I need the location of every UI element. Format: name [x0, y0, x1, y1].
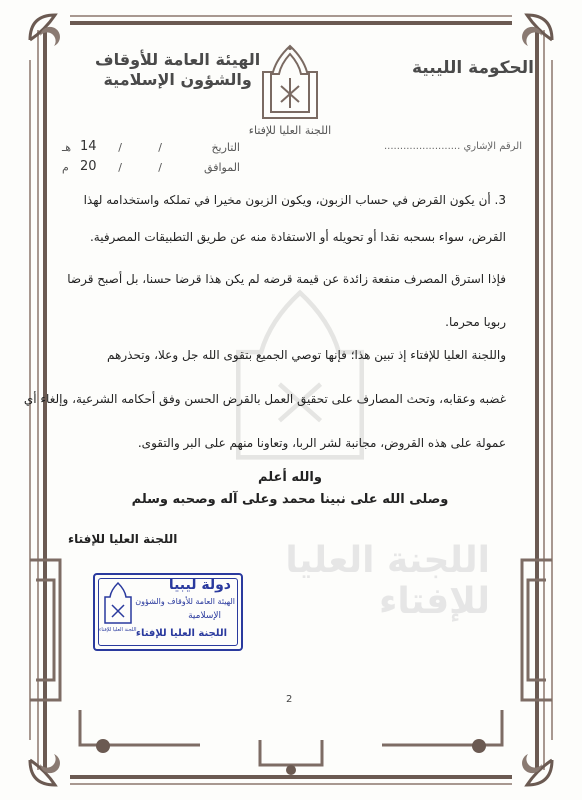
page-number: 2 [286, 694, 293, 705]
body-line: غضبه وعقابه، وتحث المصارف على تحقيق العمل بالقرض الحسن وفق أحكامه الشرعية، وإلغاء أي [23, 392, 506, 406]
body-line: عمولة على هذه القروض، مجانبة لشر الربا، وتعاونا منهم على البر والتقوى. [137, 436, 506, 450]
stamp-line-1: دولة ليبيا [168, 577, 231, 593]
gregorian-suffix: م [62, 161, 69, 174]
hijri-suffix: هـ [62, 141, 72, 154]
date-separator: / [158, 161, 162, 174]
closing-phrase: والله أعلم [258, 470, 322, 485]
body-line: 3. أن يكون القرض في حساب الزبون، ويكون الزبون مخيرا في تملكه واستخدامه لهذا [83, 193, 506, 207]
emblem-caption: اللجنة العليا للإفتاء [248, 124, 332, 137]
stamp-caption: اللجنة العليا للإفتاء [99, 627, 137, 633]
authority-line-2: والشؤون الإسلامية [103, 70, 252, 89]
corresponding-label: الموافق [204, 161, 240, 174]
gregorian-day: 20 [80, 159, 97, 174]
watermark-text: اللجنة العليا للإفتاء [285, 540, 490, 622]
government-title: الحكومة الليبية [411, 58, 534, 78]
date-separator: / [118, 161, 122, 174]
authority-title [95, 50, 260, 90]
date-separator: / [158, 141, 162, 154]
stamp-line-2: الهيئة العامة للأوقاف والشؤون [135, 597, 235, 606]
hijri-day: 14 [80, 139, 97, 154]
blessing-phrase: وصلى الله على نبينا محمد وعلى آله وصحبه وسلم [131, 492, 449, 507]
stamp-line-3: الإسلامية [188, 611, 221, 621]
body-line: القرض، سواء بسحبه نقدا أو تحويله أو الاستفادة منه عن طريق التطبيقات المصرفية. [89, 230, 506, 244]
authority-line-1: الهيئة العامة للأوقاف [95, 50, 261, 69]
date-separator: / [118, 141, 122, 154]
stamp-line-4: اللجنة العليا للإفتاء [135, 628, 227, 639]
reference-number: الرقم الإشاري ........................ [384, 141, 522, 152]
official-stamp [93, 573, 243, 651]
body-line: واللجنة العليا للإفتاء إذ تبين هذا؛ فإنها توصي الجميع بتقوى الله جل وعلا، وتحذرهم [107, 348, 506, 362]
date-label: التاريخ [211, 141, 240, 154]
stamp-emblem-icon [103, 581, 133, 625]
body-line: ربويا محرما. [445, 315, 506, 329]
signature-committee: اللجنة العليا للإفتاء [68, 532, 178, 546]
fatwa-committee-emblem-icon [255, 42, 325, 122]
body-line: فإذا استرق المصرف منفعة زائدة عن قيمة قرضه لم يكن هذا قرضا حسنا، بل أصبح قرضا [67, 272, 506, 286]
